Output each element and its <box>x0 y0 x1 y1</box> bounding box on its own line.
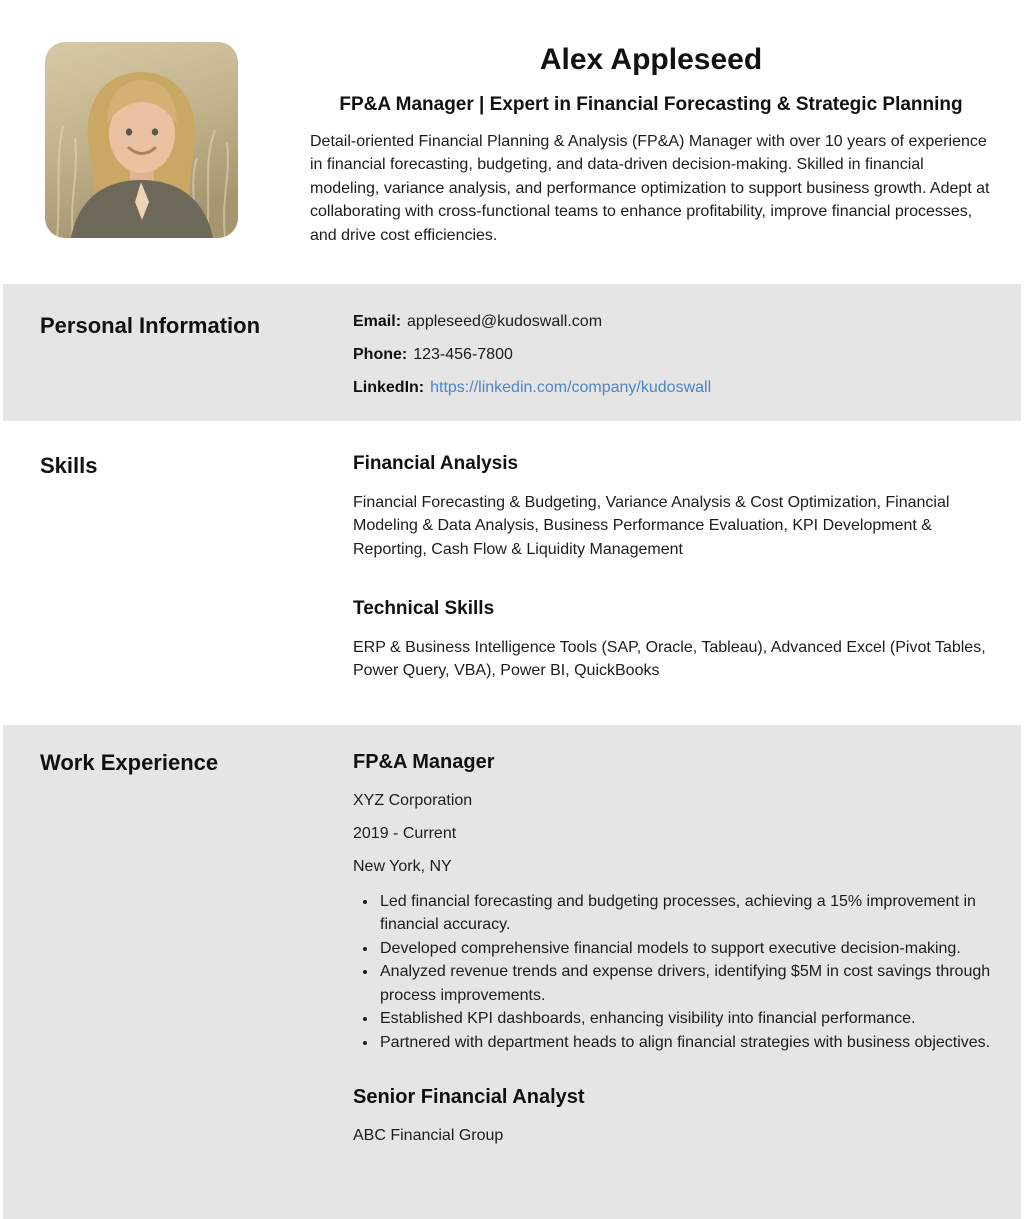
skill-group-text: ERP & Business Intelligence Tools (SAP, Oracle, Tableau), Advanced Excel (Pivot Tables, Power Query, VBA), Power BI, QuickBooks <box>353 638 986 680</box>
personal-information-heading: Personal Information <box>40 313 261 338</box>
left-eye <box>126 128 132 135</box>
job-company: ABC Financial Group <box>353 1127 504 1145</box>
candidate-summary: Detail-oriented Financial Planning & Analysis (FP&A) Manager with over 10 years of experience in financial forecasting, budgeting, and data-driven decision-making. Skilled in financial modeling, variance analysis, and performance optimization to support business growth. Adept at collaborating with cross-functional teams to enhance profitability, improve financial processes, and drive cost efficiencies. <box>310 132 990 244</box>
profile-photo <box>45 42 238 238</box>
bullet-item: • Established KPI dashboards, enhancing visibility into financial performance. <box>378 1007 992 1031</box>
skill-group-title: Financial Analysis <box>353 453 519 474</box>
bullet-item: • Developed comprehensive financial models to support executive decision-making. <box>378 937 992 961</box>
work-experience-heading: Work Experience <box>40 749 219 775</box>
header-text-block <box>310 42 992 284</box>
skills-content <box>353 452 992 683</box>
candidate-headline: FP&A Manager | Expert in Financial Forecasting & Strategic Planning <box>339 94 963 115</box>
work-experience-content <box>353 749 992 1160</box>
info-row-phone <box>353 345 992 365</box>
job-bullet-list <box>353 890 992 1055</box>
skills-heading: Skills <box>40 453 98 478</box>
section-work-experience <box>3 725 1021 1219</box>
job-dates: 2019 - Current <box>353 824 457 842</box>
linkedin-link[interactable]: https://linkedin.com/company/kudoswall <box>430 379 712 396</box>
candidate-name: Alex Appleseed <box>539 43 763 76</box>
profile-photo-illustration <box>45 42 238 238</box>
job-title: Senior Financial Analyst <box>353 1086 585 1109</box>
skill-group-title: Technical Skills <box>353 598 495 620</box>
job-fpa-manager <box>353 749 992 1055</box>
skill-group-technical-skills <box>353 597 992 683</box>
resume-header <box>0 0 1024 284</box>
bullet-item: • Led financial forecasting and budgeting processes, achieving a 15% improvement in financial accuracy. <box>378 890 992 937</box>
personal-information-content <box>353 312 992 399</box>
bullet-item: • Analyzed revenue trends and expense drivers, identifying $5M in cost savings through process improvements. <box>378 960 992 1007</box>
section-personal-information <box>3 284 1021 421</box>
phone-label: Phone: <box>353 346 408 363</box>
job-title: FP&A Manager <box>353 750 495 773</box>
info-row-linkedin <box>353 378 992 398</box>
email-label: Email: <box>353 313 402 330</box>
info-row-email <box>353 312 992 332</box>
right-eye <box>152 128 158 135</box>
skill-group-financial-analysis <box>353 452 992 561</box>
bullet-item: • Partnered with department heads to align financial strategies with business objectives. <box>378 1031 992 1055</box>
section-skills <box>0 421 1024 725</box>
linkedin-label: LinkedIn: <box>353 379 425 396</box>
job-senior-financial-analyst <box>353 1084 992 1146</box>
job-company: XYZ Corporation <box>353 791 473 809</box>
email-value: appleseed@kudoswall.com <box>407 313 603 330</box>
phone-value: 123-456-7800 <box>413 346 513 363</box>
job-location: New York, NY <box>353 857 452 875</box>
skill-group-text: Financial Forecasting & Budgeting, Variance Analysis & Cost Optimization, Financial Modeling & Data Analysis, Business Performance Evaluation, KPI Development & Reporting, Cash Flow & Liquidity Management <box>353 493 950 558</box>
